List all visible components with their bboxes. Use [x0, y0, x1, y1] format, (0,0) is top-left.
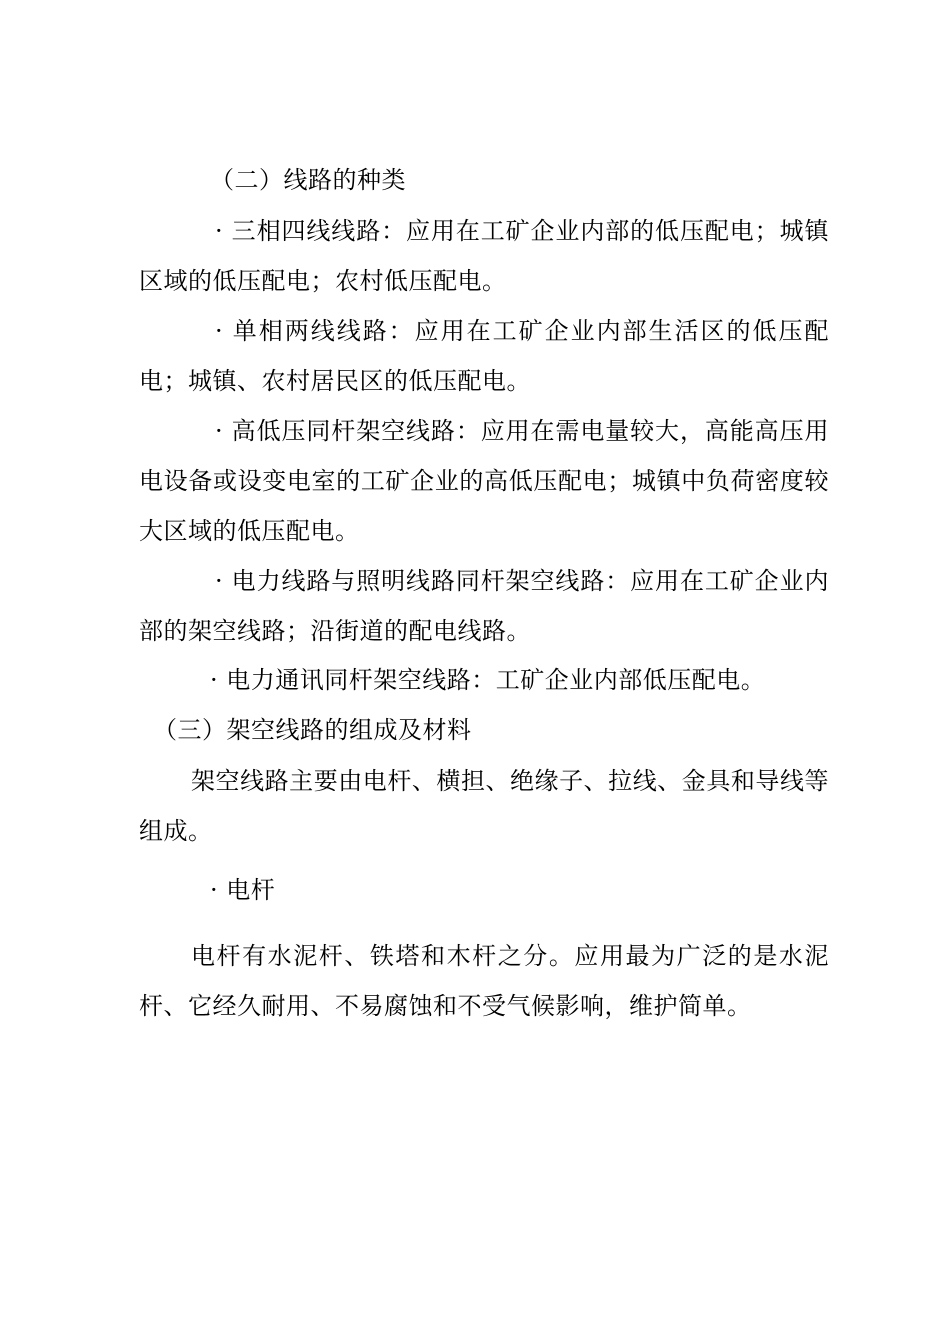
paragraph-composition: 架空线路主要由电杆、横担、绝缘子、拉线、金具和导线等组成。: [139, 767, 829, 845]
list-item: · 三相四线线路：应用在工矿企业内部的低压配电；城镇区域的低压配电；农村低压配电。: [139, 217, 829, 295]
subheading-pole: · 电杆: [210, 876, 276, 904]
list-item: · 单相两线线路：应用在工矿企业内部生活区的低压配电；城镇、农村居民区的低压配电。: [139, 317, 829, 395]
list-item: · 电力通讯同杆架空线路：工矿企业内部低压配电。: [210, 666, 766, 694]
list-item: · 电力线路与照明线路同杆架空线路：应用在工矿企业内部的架空线路；沿街道的配电线路。: [139, 567, 829, 645]
paragraph-pole: 电杆有水泥杆、铁塔和木杆之分。应用最为广泛的是水泥杆、它经久耐用、不易腐蚀和不受气候影响，维护简单。: [139, 942, 829, 1020]
section-heading-3: （三）架空线路的组成及材料: [153, 716, 472, 744]
section-heading-2: （二）线路的种类: [210, 166, 406, 194]
list-item: · 高低压同杆架空线路：应用在需电量较大，高能高压用电设备或设变电室的工矿企业的高低压配电；城镇中负荷密度较大区域的低压配电。: [139, 417, 829, 545]
